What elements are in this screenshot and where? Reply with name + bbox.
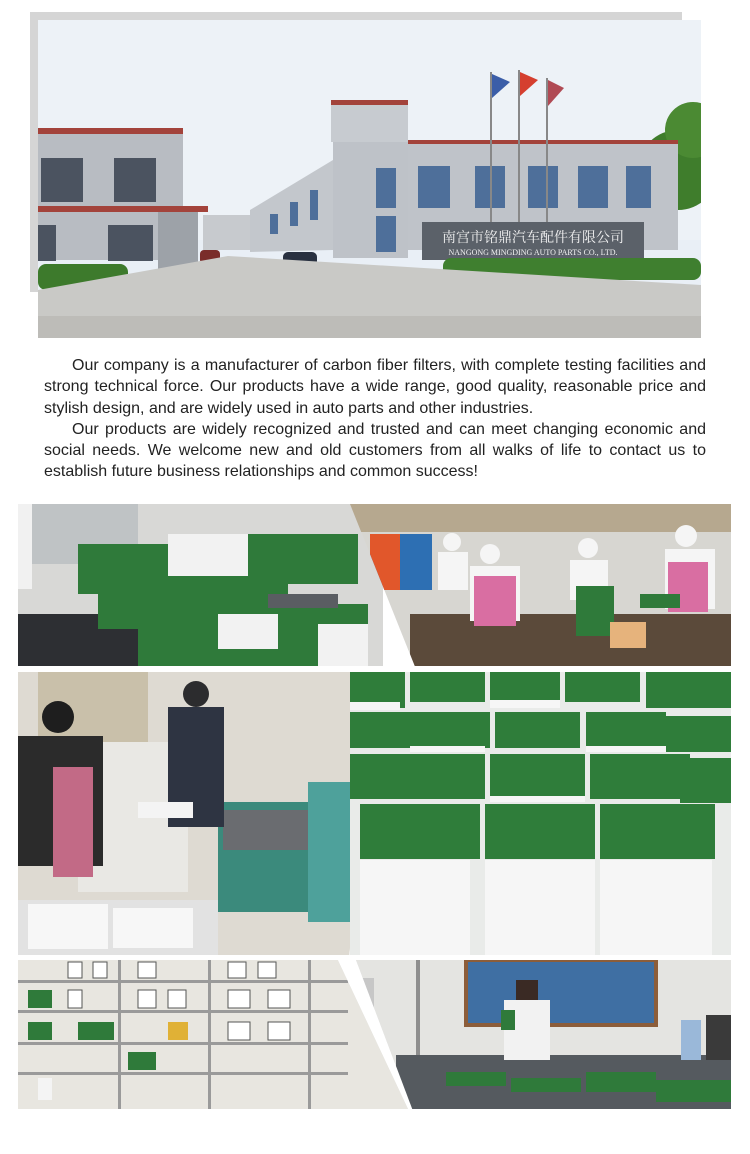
green-filters-closeup-photo — [350, 672, 731, 955]
sign-english: NANGONG MINGDING AUTO PARTS CO., LTD. — [448, 248, 618, 257]
intro-paragraph-2: Our products are widely recognized and trusted and can meet changing economic and social needs. We welcome new and old customers from all walks of life to contact us to establish future business relationships and common success! — [44, 420, 706, 481]
company-intro — [44, 355, 706, 483]
factory-hero-photo — [38, 20, 701, 338]
production-line-photo — [356, 960, 731, 1109]
filter-stacks-photo — [18, 504, 383, 666]
sample-shelves-photo — [18, 960, 408, 1109]
intro-paragraph-1: Our company is a manufacturer of carbon fiber filters, with complete testing facilities and strong technical force. Our products have a wide range, good quality, reasonable price and stylish design, and are widely used in auto parts and other industries. — [44, 357, 706, 417]
filter-machine-photo — [18, 672, 378, 955]
assembly-workers-photo — [350, 504, 731, 666]
sign-chinese: 南宫市铭鼎汽车配件有限公司 — [442, 231, 624, 246]
